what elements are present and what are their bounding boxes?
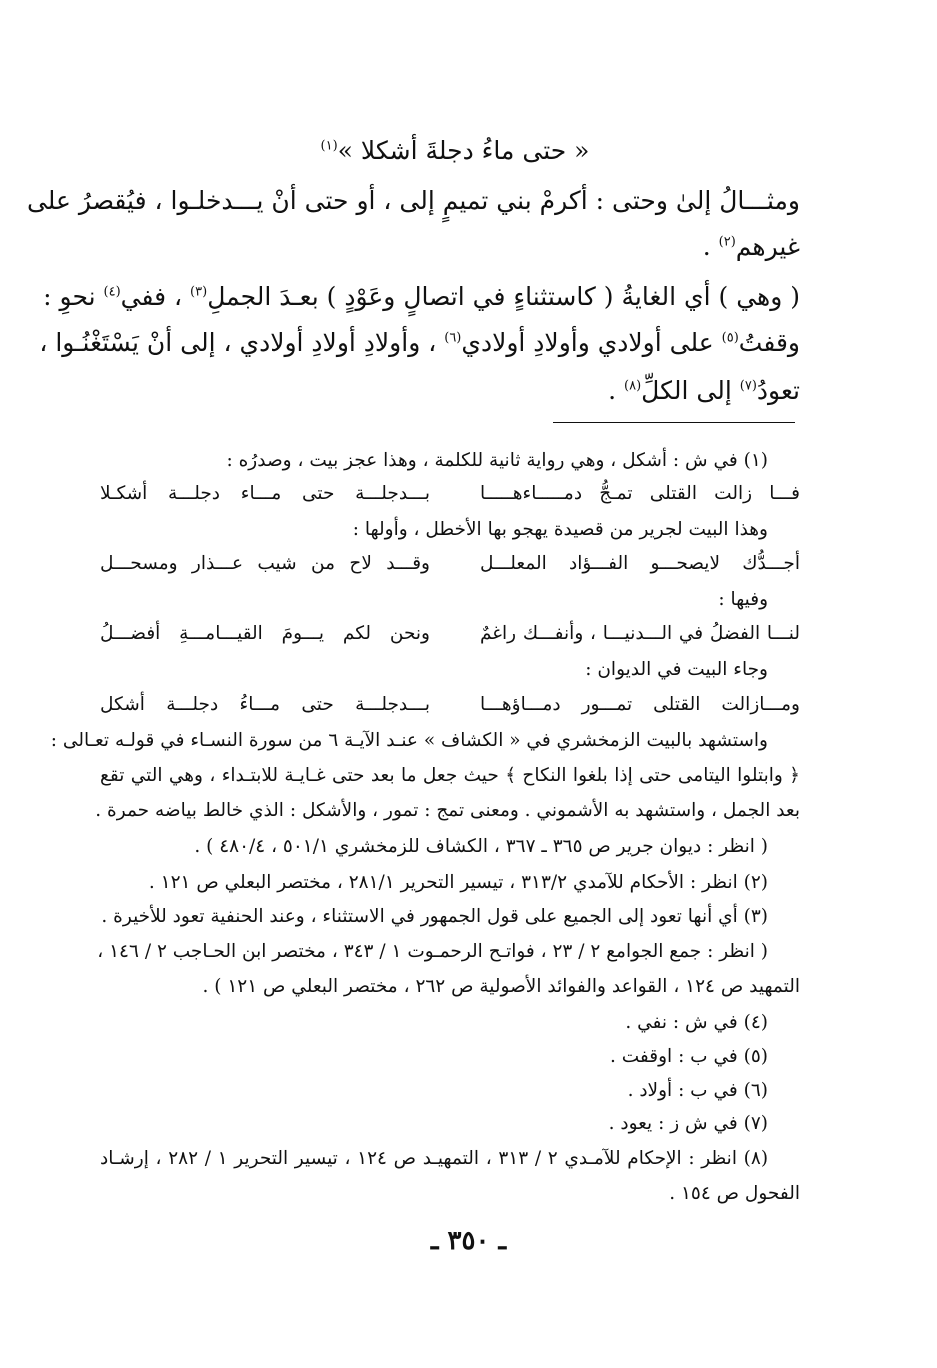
main-line-1 [26, 186, 800, 226]
footnote-4-text: (٤) في ش : نفي . [625, 1012, 768, 1033]
main-line-1-text: ومثـــالُ إلىٰ وحتى : أكرمْ بني تميمٍ إلى ، أو حتى أنْ يـــدخلـوا ، فيُقصرُ على [26, 186, 800, 215]
main-line-4-text-c: ، وأولادِ أولادِ أولادي ، إلى أنْ يَسْتَغْنُـوا ، [39, 328, 445, 357]
footnote-1-line-2-text: وهذا البيت لجرير من قصيدة يهجو بها الأخطل ، وأولها : [352, 519, 768, 540]
main-line-5-text-b: إلى الكلِّ [641, 376, 740, 405]
footnote-1-line-2 [100, 519, 800, 547]
footnote-1-line-8 [100, 836, 800, 864]
footnote-ref-7[interactable]: (٧) [739, 378, 757, 394]
footnote-1-line-3-text: وفيها : [718, 589, 768, 610]
main-line-5-text-c: . [608, 376, 625, 405]
footnote-1-intro [100, 450, 800, 478]
footnote-8-line-1 [100, 1148, 800, 1176]
footnote-5-text: (٥) في ب : اوقفت . [609, 1046, 768, 1067]
footnote-3-line-1 [100, 906, 800, 934]
footnote-1-intro-text: (١) في ش : أشكل ، وهي رواية ثانية للكلمة ، وهذا عجز بيت ، وصدرُه : [226, 450, 768, 471]
footnote-1-line-8-text: ( انظر : ديوان جرير ص ٣٦٥ ـ ٣٦٧ ، الكشاف للزمخشري ٥٠١/١ ، ٤٨٠/٤ ) . [194, 836, 768, 857]
verse-1 [100, 483, 800, 513]
footnote-7-text: (٧) في ش ز : يعود . [608, 1113, 768, 1134]
footnote-3-line-3 [100, 976, 800, 1004]
main-line-5 [100, 376, 800, 416]
footnote-2 [100, 872, 800, 900]
main-line-4 [39, 328, 800, 368]
footnote-8-line-1-text: (٨) انظر : الإحكام للآمـدي ٢ / ٣١٣ ، التمهيـد ص ١٢٤ ، تيسير التحرير ١ / ٢٨٢ ، إرشـاد [100, 1148, 769, 1169]
footnote-2-text: (٢) انظر : الأحكام للآمدي ٣١٣/٢ ، تيسير التحرير ٢٨١/١ ، مختصر البعلي ص ١٢١ . [148, 872, 768, 893]
footnote-1-line-4-text: وجاء البيت في الديوان : [585, 659, 768, 680]
verse-2 [100, 553, 800, 583]
footnote-4 [100, 1012, 800, 1040]
footnote-ref-4[interactable]: (٤) [103, 284, 121, 300]
footnote-8-line-2-text: الفحول ص ١٥٤ . [669, 1183, 800, 1204]
footnote-ref-6[interactable]: (٦) [444, 330, 462, 346]
footnote-1-line-6 [100, 765, 800, 793]
footnote-5 [100, 1046, 800, 1074]
footnote-ref-8[interactable]: (٨) [624, 378, 642, 394]
footnote-6 [100, 1080, 800, 1108]
verse-1-second-hemistich: بـــدجلـــة حتى مـــاء دجلـــة أشكـلا [100, 483, 430, 504]
verse-2-second-hemistich: وقـــد لاح من شيب عـــذار ومسحـــل [100, 553, 430, 574]
footnote-3-line-2-text: ( انظر : جمع الجوامع ٢ / ٢٣ ، فواتـح الرحمـوت ١ / ٣٤٣ ، مختصر ابن الحـاجب ٢ / ١٤٦ ، [97, 941, 768, 962]
footnote-3-line-2 [97, 941, 800, 969]
main-line-3-text-b: ، ففي [120, 282, 191, 311]
footnote-3-line-3-text: التمهيد ص ١٢٤ ، القواعد والفوائد الأصولية ص ٢٦٢ ، مختصر البعلي ص ١٢١ ) . [202, 976, 800, 997]
verse-3-first-hemistich: لنـــا الفضلُ في الـــدنيـــا ، وأنفـــك راغمٌ [480, 623, 800, 644]
footnote-ref-1[interactable]: (١) [320, 138, 338, 154]
verse-4-first-hemistich: ومـــازالت القتلى تمـــور دمـــاؤهـــا [480, 694, 800, 715]
footnote-1-line-7 [95, 800, 800, 828]
verse-quote-line [100, 136, 800, 176]
verse-4 [100, 694, 800, 724]
footnote-8-line-2 [100, 1183, 800, 1211]
verse-quote: « حتى ماءُ دجلةَ أشكلا » [337, 136, 590, 165]
footnote-6-text: (٦) في ب : أولاد . [627, 1080, 768, 1101]
verse-4-second-hemistich: بـــدجلـــة حتى مـــاءُ دجلـــة أشكل [100, 694, 430, 715]
footnote-1-line-5-text: واستشهد بالبيت الزمخشري في « الكشاف » عنـد الآيـة ٦ من سورة النسـاء في قولـه تعـالى : [50, 730, 768, 751]
main-line-4-text-b: على أولادي وأولادِ أولادي [461, 328, 722, 357]
footnote-1-line-7-text: بعد الجمل ، واستشهد به الأشموني . ومعنى تمج : تمور ، والأشكل : الذي خالط بياضه حمرة . [95, 800, 800, 821]
footnote-3-line-1-text: (٣) أي أنها تعود إلى الجميع على قول الجمهور في الاستثناء ، وعند الحنفية تعود للأخيرة . [101, 906, 768, 927]
main-line-5-text-a: تعودُ [756, 376, 800, 405]
footnote-7 [100, 1113, 800, 1141]
footnote-separator [553, 422, 795, 423]
main-line-3-text-c: نحوِ : [43, 282, 104, 311]
main-line-2-end: . [702, 232, 719, 261]
verse-1-first-hemistich: فـــا زالت القتلى تمـجُّ دمـــــاءهـــــا [480, 483, 800, 504]
footnote-ref-5[interactable]: (٥) [721, 330, 739, 346]
main-line-2 [100, 232, 800, 272]
main-line-4-text-a: وقفتُ [738, 328, 800, 357]
main-line-2-word: غيرهم [735, 232, 800, 261]
verse-3-second-hemistich: ونحن لكم يـــومَ القيـــامـــةِ أفضـــلُ [100, 623, 430, 644]
main-line-3 [43, 282, 800, 322]
footnote-1-line-6-text: ﴿ وابتلوا اليتامى حتى إذا بلغوا النكاح ﴾ حيث جعل ما بعد حتى غـايـة للابتـداء ، وهي التي تقع [100, 765, 800, 786]
verse-2-first-hemistich: أجـــدُّك لايصحـــو الفـــؤاد المعلـــل [480, 553, 800, 574]
page-number: ـ ٣٥٠ ـ [430, 1226, 507, 1256]
footnote-ref-3[interactable]: (٣) [190, 284, 208, 300]
footnote-ref-2[interactable]: (٢) [718, 234, 736, 250]
footnote-1-line-3 [100, 589, 800, 617]
main-line-3-text-a: ( وهي ) أي الغايةُ ( كاستثناءٍ في اتصالٍ وعَوْدٍ ) بعـدَ الجملِ [207, 282, 800, 311]
footnote-1-line-4 [100, 659, 800, 687]
verse-3 [100, 623, 800, 653]
footnote-1-line-5 [50, 730, 800, 758]
